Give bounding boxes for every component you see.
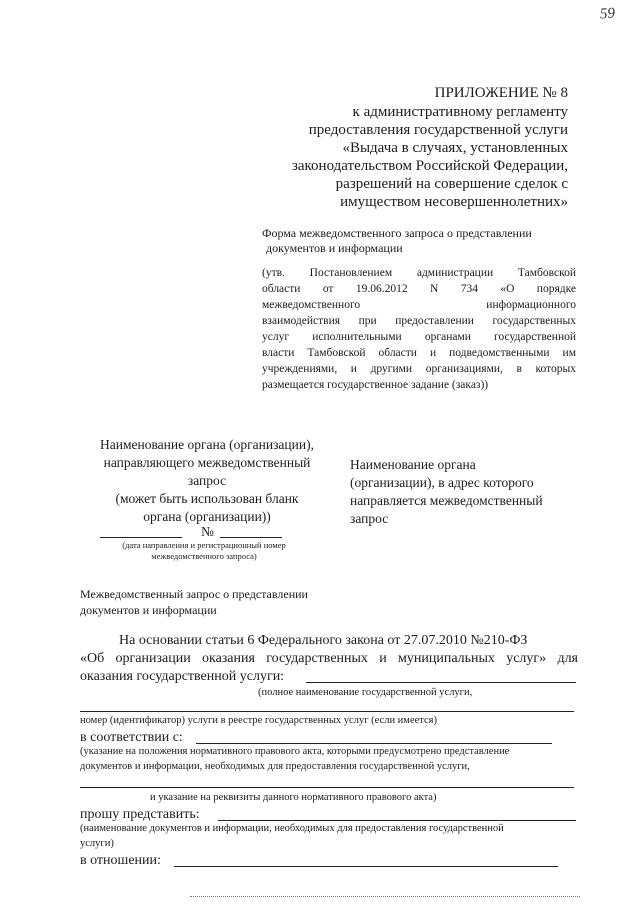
regarding-label: в отношении: (80, 853, 161, 868)
service-hint: (полное наименование государственной услуги, (258, 687, 473, 698)
documents-hint: услуги) (80, 838, 114, 849)
legal-act-hint: и указание на реквизиты данного нормативного правового акта) (150, 792, 437, 803)
approval-line: взаимодействия при предоставлении государственных (262, 315, 576, 327)
appendix-line: законодательством Российской Федерации, (291, 158, 568, 174)
approval-line: учреждениями, и другими организациями, в которых (262, 363, 576, 375)
legal-act-field-2[interactable] (80, 787, 574, 788)
appendix-title: ПРИЛОЖЕНИЕ № 8 (434, 85, 568, 101)
recipient-line: направляется межведомственный (350, 493, 543, 508)
regarding-field[interactable] (174, 866, 558, 867)
appendix-line: «Выдача в случаях, установленных (342, 140, 568, 156)
legal-act-field[interactable] (196, 743, 552, 744)
approval-line: услуг исполнительными органами государственной (262, 331, 576, 343)
body-line: «Об организации оказания государственных и муниципальных услуг» для (80, 651, 578, 666)
approval-line: межведомственного информационного (262, 299, 576, 311)
legal-act-hint: (указание на положения нормативного правового акта, которыми предусмотрено представление (80, 746, 510, 757)
sender-line: направляющего межведомственный (103, 455, 311, 470)
recipient-line: (организации), в адрес которого (350, 475, 534, 490)
sender-line: органа (организации)) (143, 509, 271, 524)
legal-act-hint: документов и информации, необходимых для предоставления государственной услуги, (80, 761, 470, 772)
sender-line: Наименование органа (организации), (100, 437, 314, 452)
appendix-line: имуществом несовершеннолетних» (340, 194, 568, 210)
form-title-line: Форма межведомственного запроса о представлении (262, 226, 532, 240)
recipient-line: Наименование органа (350, 457, 476, 472)
body-line: оказания государственной услуги: (80, 669, 285, 684)
date-hint-line: межведомственного запроса) (151, 551, 257, 561)
body-line: На основании статьи 6 Федерального закона от 27.07.2010 №210-ФЗ (119, 633, 528, 648)
approval-line: области от 19.06.2012 N 734 «О порядке (262, 283, 576, 295)
approval-line: (утв. Постановлением администрации Тамбовской (262, 267, 576, 279)
appendix-line: к административному регламенту (352, 104, 568, 120)
appendix-line: предоставления государственной услуги (308, 122, 568, 138)
sender-line: (может быть использован бланк (115, 491, 299, 506)
page-number: 59 (599, 5, 616, 23)
service-name-field[interactable] (306, 682, 576, 683)
form-title-line: документов и информации (266, 241, 403, 255)
number-label: № (201, 524, 214, 539)
request-label: прошу представить: (80, 807, 200, 822)
number-field-line (220, 537, 282, 538)
date-hint-line: (дата направления и регистрационный номер (122, 540, 286, 550)
accordance-label: в соответствии с: (80, 730, 183, 745)
service-number-hint: номер (идентификатор) услуги в реестре государственных услуг (если имеется) (80, 715, 437, 726)
documents-field[interactable] (218, 820, 576, 821)
approval-line: размещается государственное задание (заказ)) (262, 379, 489, 391)
documents-hint: (наименование документов и информации, необходимых для предоставления государственной (80, 823, 504, 834)
date-field-line (100, 537, 182, 538)
appendix-line: разрешений на совершение сделок с (335, 176, 568, 192)
sender-line: запрос (187, 473, 227, 488)
recipient-line: запрос (350, 511, 389, 526)
cut-off-line (190, 896, 580, 897)
request-title-line: документов и информации (80, 603, 217, 617)
approval-line: власти Тамбовской области и подведомственными им (262, 347, 576, 359)
request-title-line: Межведомственный запрос о представлении (80, 587, 308, 601)
service-name-field-2[interactable] (80, 711, 574, 712)
